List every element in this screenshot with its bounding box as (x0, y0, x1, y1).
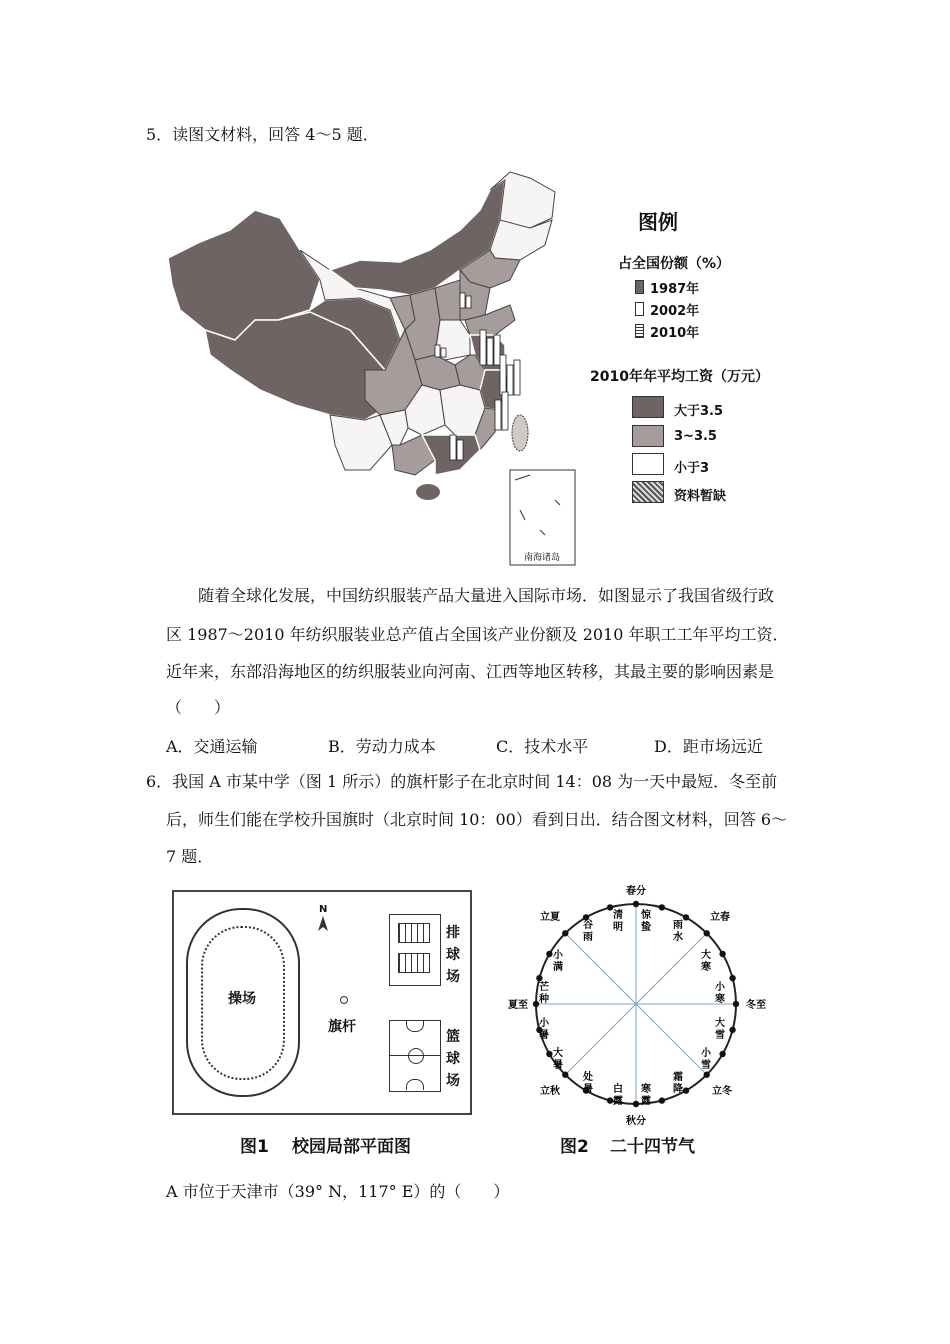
wheel-dot (704, 1072, 710, 1078)
solar-term-label: 小 (701, 1048, 711, 1059)
solar-term-label: 白 (613, 1084, 623, 1095)
label-liqiu: 立秋 (540, 1086, 560, 1097)
legend-wage-na-swatch (632, 481, 664, 503)
solar-term-label: 大 (701, 950, 711, 961)
label-lidong: 立冬 (712, 1086, 732, 1097)
wheel-dot (704, 930, 710, 936)
solar-term-label: 降 (673, 1084, 683, 1095)
legend-wage-low-label: 小于3 (674, 461, 710, 476)
solar-term-label: 露 (641, 1096, 651, 1107)
legend-1987-label: 1987年 (650, 282, 700, 297)
region-yunnan (330, 415, 392, 470)
q5-paragraph-line2: 区 1987～2010 年纺织服装业总产值占全国该产业份额及 2010 年职工工年平均工资． (166, 625, 789, 644)
q5-option-d[interactable]: D．距市场远近 (654, 737, 763, 756)
solar-term-label: 水 (673, 932, 683, 943)
legend-wage-high-label: 大于3.5 (674, 404, 724, 419)
solar-term-label: 大 (553, 1048, 563, 1059)
label-lichun: 立春 (710, 912, 730, 923)
wheel-dot (562, 930, 568, 936)
china-map-svg (160, 170, 580, 570)
solar-term-label: 种 (539, 994, 549, 1005)
wheel-dot (719, 1051, 725, 1057)
q5-question-line2: （ ） (166, 698, 231, 717)
q6-line3: 7 题． (166, 847, 214, 866)
wheel-dot (546, 1051, 552, 1057)
legend-share-title: 占全国份额（%） (618, 256, 731, 272)
wheel-dot (633, 901, 639, 907)
label-xiazhi: 夏至 (508, 1000, 528, 1011)
wheel-dot (683, 1087, 689, 1093)
flagpole-icon (340, 996, 348, 1004)
legend-title: 图例 (638, 210, 678, 234)
region-taiwan (512, 415, 528, 451)
wheel-dot (719, 951, 725, 957)
solar-term-label: 雪 (715, 1030, 725, 1041)
q5-option-c[interactable]: C．技术水平 (496, 737, 589, 756)
north-arrow-icon (317, 916, 329, 932)
solar-term-label: 寒 (701, 962, 711, 973)
label-dongzhi: 冬至 (746, 1000, 766, 1011)
solar-term-label: 小 (553, 950, 563, 961)
solar-term-label: 大 (715, 1018, 725, 1029)
solar-term-label: 芒 (539, 982, 549, 993)
solar-term-label: 暑 (539, 1030, 549, 1041)
flagpole-label: 旗杆 (328, 1019, 356, 1035)
q5-header: 5．读图文材料，回答 4～5 题． (146, 125, 379, 144)
wheel-dot (683, 914, 689, 920)
q5-option-b[interactable]: B．劳动力成本 (328, 737, 436, 756)
legend-wage-mid-label: 3~3.5 (674, 429, 717, 444)
solar-terms-wheel (500, 880, 780, 1130)
legend-wage-na-label: 资料暂缺 (674, 489, 727, 504)
q5-option-a[interactable]: A．交通运输 (166, 737, 258, 756)
legend-1987-swatch (635, 280, 644, 294)
solar-term-label: 小 (539, 1018, 549, 1029)
region-jilin (490, 220, 552, 260)
solar-term-label: 蛰 (641, 922, 651, 933)
solar-term-label: 明 (613, 922, 623, 933)
solar-term-label: 霜 (673, 1072, 683, 1083)
fig1-campus-plan (172, 890, 472, 1115)
fig2-caption-text: 二十四节气 (610, 1137, 695, 1157)
q6-sub-question: A 市位于天津市（39° N，117° E）的（ ） (166, 1182, 510, 1201)
solar-term-label: 雨 (583, 932, 593, 943)
solar-term-label: 小 (715, 982, 725, 993)
solar-term-label: 清 (613, 910, 623, 921)
playground-label: 操场 (228, 991, 256, 1007)
volleyball-label: 排 球 场 (446, 925, 460, 985)
south-sea-inset (510, 470, 575, 565)
solar-term-label: 谷 (583, 920, 593, 931)
wheel-dot (659, 1097, 665, 1103)
label-lixia: 立夏 (540, 912, 560, 923)
solar-term-label: 雪 (701, 1060, 711, 1071)
solar-term-label: 露 (613, 1096, 623, 1107)
volleyball-courts (389, 914, 441, 986)
q5-paragraph-line1: 随着全球化发展，中国纺织服装产品大量进入国际市场．如图显示了我国省级行政 (198, 586, 775, 605)
q6-line1: 6．我国 A 市某中学（图 1 所示）的旗杆影子在北京时间 14：08 为一天中最短．冬至前 (146, 772, 778, 791)
solar-term-label: 寒 (715, 994, 725, 1005)
solar-term-label: 惊 (641, 910, 651, 921)
legend-wage-high-swatch (632, 396, 664, 418)
wheel-dot (733, 1001, 739, 1007)
solar-term-label: 满 (553, 962, 563, 973)
basketball-courts (389, 1020, 441, 1092)
region-hainan (416, 484, 440, 500)
wheel-dot (659, 904, 665, 910)
legend-wage-low-swatch (632, 453, 664, 475)
wheel-dot (536, 975, 542, 981)
china-map (160, 170, 580, 570)
legend-2002-swatch (635, 302, 644, 316)
label-chunfen: 春分 (626, 886, 646, 897)
fig1-caption-num: 图1 (240, 1137, 269, 1157)
label-qiufen: 秋分 (626, 1116, 646, 1127)
legend-2010-swatch (635, 324, 644, 338)
inset-label: 南海诸岛 (523, 553, 561, 563)
fig1-caption-text: 校园局部平面图 (292, 1137, 411, 1157)
solar-term-label: 暑 (583, 1084, 593, 1095)
solar-term-label: 雨 (673, 920, 683, 931)
north-label: N (319, 904, 328, 915)
wheel-dot (633, 1101, 639, 1107)
legend-2010-label: 2010年 (650, 326, 700, 341)
legend-wage-mid-swatch (632, 425, 664, 447)
fig2-solar-terms (500, 880, 780, 1130)
wheel-dot (546, 951, 552, 957)
q6-line2: 后，师生们能在学校升国旗时（北京时间 10：00）看到日出．结合图文材料，回答 6～ (166, 810, 788, 829)
basketball-label: 篮 球 场 (446, 1029, 460, 1089)
legend-2002-label: 2002年 (650, 304, 700, 319)
solar-term-label: 寒 (641, 1084, 651, 1095)
solar-term-label: 暑 (553, 1060, 563, 1071)
wheel-dot (729, 975, 735, 981)
wheel-dot (729, 1027, 735, 1033)
wheel-dot (562, 1072, 568, 1078)
solar-term-label: 处 (583, 1072, 593, 1083)
q5-question-line1: 近年来，东部沿海地区的纺织服装业向河南、江西等地区转移，其最主要的影响因素是 (166, 662, 775, 681)
legend-wage-title: 2010年年平均工资（万元） (590, 369, 769, 385)
fig2-caption-num: 图2 (560, 1137, 589, 1157)
